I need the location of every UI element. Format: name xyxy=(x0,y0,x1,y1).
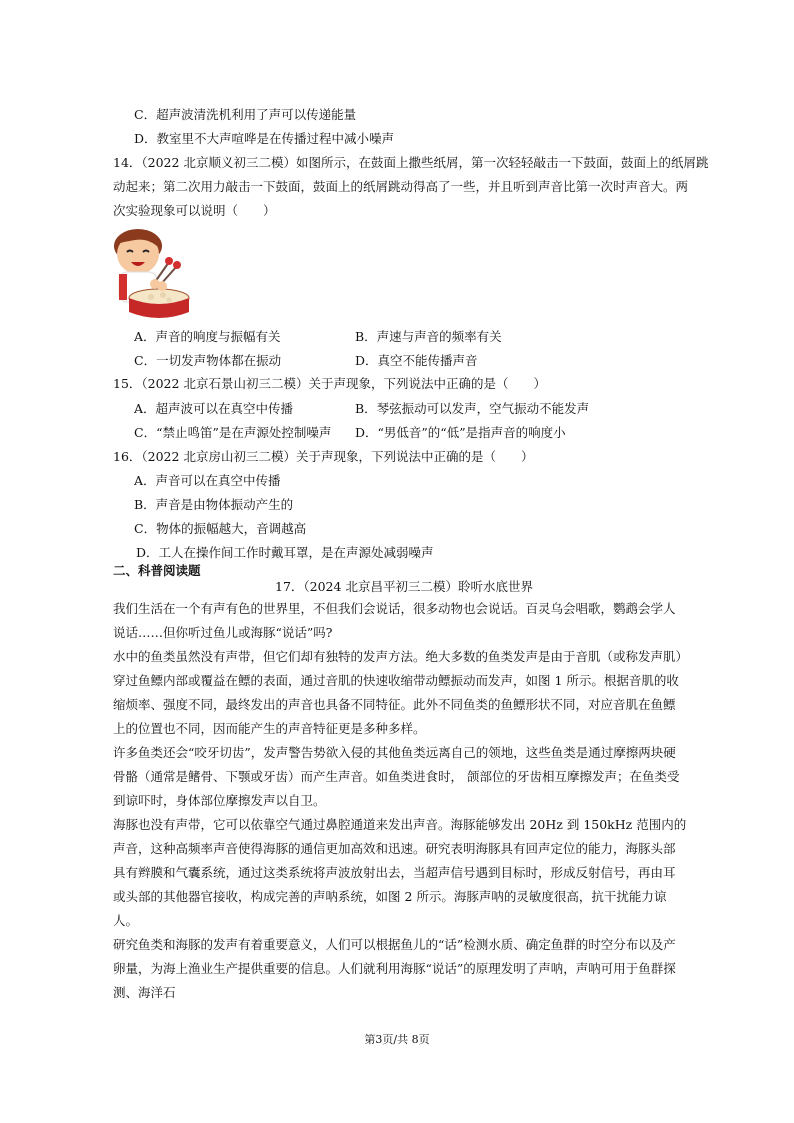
q16-option-a: A．声音可以在真空中传播 xyxy=(134,473,281,488)
q15-option-a: A．超声波可以在真空中传播 xyxy=(134,401,294,416)
q14-option-d: D．真空不能传播声音 xyxy=(355,353,478,368)
q15-option-d: D．“男低音”的“低”是指声音的响度小 xyxy=(355,425,566,440)
page-footer: 第3页/共 8页 xyxy=(364,1033,430,1046)
drummer-boy-illustration xyxy=(105,224,197,322)
q14-stem-line2: 动起来；第二次用力敲击一下鼓面，鼓面上的纸屑跳动得高了一些，并且听到声音比第一次时声音大。两 xyxy=(113,179,689,194)
section-heading: 二、科普阅读题 xyxy=(113,563,201,578)
q17-title: 17．（2024 北京昌平初三二模）聆听水底世界 xyxy=(275,579,533,594)
q16-stem: 16．（2022 北京房山初三二模）关于声现象，下列说法中正确的是（ ） xyxy=(113,449,534,464)
passage-paragraph-5: 研究鱼类和海豚的发声有着重要意义，人们可以根据鱼儿的“话”检测水质、确定鱼群的时空分布以及产卵量，为海上渔业生产提供重要的信息。人们就利用海豚“说话”的原理发明了声呐，声呐可用于鱼群探测、海洋石 xyxy=(113,937,676,1000)
passage-paragraph-1: 我们生活在一个有声有色的世界里，不但我们会说话，很多动物也会说话。百灵乌会唱歌，鹦鹉会学人说话……但你听过鱼儿或海豚“说话”吗? xyxy=(113,601,676,640)
q14-option-a: A．声音的响度与振幅有关 xyxy=(134,329,281,344)
q14-option-b: B．声速与声音的频率有关 xyxy=(355,329,502,344)
q13-option-d: D．教室里不大声喧哗是在传播过程中减小噪声 xyxy=(134,131,395,146)
q16-option-c: C．物体的振幅越大，音调越高 xyxy=(134,521,307,536)
q14-stem-line3: 次实验现象可以说明（ ） xyxy=(113,203,276,218)
reading-passage xyxy=(113,597,687,1005)
q15-option-b: B．琴弦振动可以发声，空气振动不能发声 xyxy=(355,401,590,416)
q13-option-c: C．超声波清洗机利用了声可以传递能量 xyxy=(134,107,357,122)
q15-option-c: C．“禁止鸣笛”是在声源处控制噪声 xyxy=(134,425,332,440)
q14-stem-line1: 14．（2022 北京顺义初三二模）如图所示，在鼓面上撒些纸屑，第一次轻轻敲击一下鼓面，鼓面上的纸屑跳 xyxy=(113,155,709,170)
passage-paragraph-2: 水中的鱼类虽然没有声带，但它们却有独特的发声方法。绝大多数的鱼类发声是由于音肌（或称发声肌）穿过鱼鳔内部或覆益在鳔的表面，通过音肌的快速收缩带动鳔振动而发声，如图 1 所示。根据音肌的收缩烦率、强度不同，最终发出的声音也具备不同特征。此外不同鱼类的鱼鳔形状不同，对应音肌在鱼鳔上的位置也不同，因而能产生的声音特征更是多种多样。 xyxy=(113,649,682,736)
q15-stem: 15．（2022 北京石景山初三二模）关于声现象，下列说法中正确的是（ ） xyxy=(113,376,546,391)
q16-option-b: B．声音是由物体振动产生的 xyxy=(134,497,294,512)
q14-option-c: C．一切发声物体都在振动 xyxy=(134,353,282,368)
passage-paragraph-3: 许多鱼类还会“咬牙切齿”，发声警告势欲入侵的其他鱼类远离自己的领地，这些鱼类是通过摩擦两块硬骨骼（通常是鳍骨、下颚或牙齿）而产生声音。如鱼类进食时， 颌部位的牙齿相互摩擦发声；在鱼类受到谅吓时，身体部位摩擦发声以自卫。 xyxy=(113,745,680,808)
q16-option-d: D．工人在操作间工作时戴耳罩，是在声源处减弱噪声 xyxy=(136,545,434,560)
passage-paragraph-4: 海豚也没有声带，它可以依靠空气通过鼻腔通道来发出声音。海豚能够发出 20Hz 到 150kHz 范围内的声音，这种高频率声音使得海豚的通信更加高效和迅速。研究表明海豚具有回声定位的能力，海豚头部具有辫膜和气囊系统，通过这类系统将声波放射出去，当超声信号遇到目标时，形成反射信号，再由耳或头部的其他器官接收，构成完善的声呐系统，如图 2 所示。海豚声呐的灵敏度很高，抗干扰能力谅人。 xyxy=(113,817,687,928)
